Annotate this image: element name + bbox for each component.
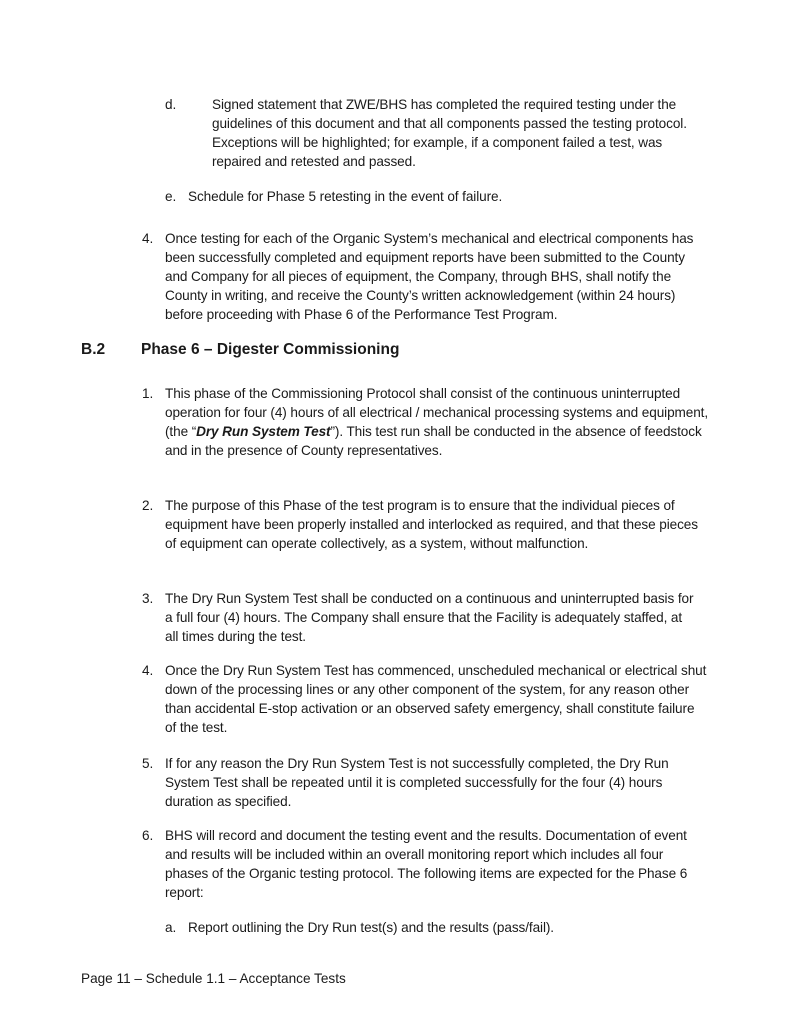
list-item-e-text: Schedule for Phase 5 retesting in the event of failure.: [188, 189, 503, 204]
list-item-4-phase5-text: Once testing for each of the Organic System’s mechanical and electrical components has been successfully completed and equipment reports have been submitted to the County and Company for all pieces of equipment, the Company, through BHS, shall notify the County in writing, and receive the County’s written acknowledgement (within 24 hours) before proceeding with Phase 6 of the Performance Test Program.: [165, 231, 694, 322]
list-marker-6: 6.: [142, 828, 154, 843]
list-item-2-text: The purpose of this Phase of the test program is to ensure that the individual pieces of equipment have been properly installed and interlocked as required, and that these pieces of equipment can operate collectively, as a system, without malfunction.: [165, 498, 698, 551]
list-marker-4-phase5: 4.: [142, 231, 154, 246]
page-footer: Page 11 – Schedule 1.1 – Acceptance Tests: [81, 971, 346, 986]
list-marker-e: e.: [165, 189, 177, 204]
section-title: Phase 6 – Digester Commissioning: [141, 341, 400, 358]
list-item-6-text: BHS will record and document the testing event and the results. Documentation of event and results will be included within an overall monitoring report which includes all four phases of the Organic testing protocol. The following items are expected for the Phase 6 report:: [165, 828, 688, 900]
list-marker-5: 5.: [142, 756, 154, 771]
list-item-1-text-after: ”). This test run shall be conducted in the absence of feedstock and in the presence of County representatives.: [165, 424, 702, 458]
list-marker-d: d.: [165, 97, 177, 112]
list-item-3-text: The Dry Run System Test shall be conducted on a continuous and uninterrupted basis for a full four (4) hours. The Company shall ensure that the Facility is adequately staffed, at all times during the test.: [165, 591, 694, 644]
list-item-a-text: Report outlining the Dry Run test(s) and the results (pass/fail).: [188, 920, 554, 935]
list-marker-3: 3.: [142, 591, 154, 606]
list-item-4-text: Once the Dry Run System Test has commenced, unscheduled mechanical or electrical shut down of the processing lines or any other component of the system, for any reason other than accidental E-stop activation or an observed safety emergency, shall constitute failure of the test.: [165, 663, 707, 735]
list-marker-2: 2.: [142, 498, 154, 513]
list-item-1-text: [165, 384, 709, 460]
dry-run-system-test-emphasis: Dry Run System Test: [196, 424, 331, 439]
list-marker-4: 4.: [142, 663, 154, 678]
section-number: B.2: [81, 341, 106, 358]
list-marker-1: 1.: [142, 386, 154, 401]
list-item-d-text: Signed statement that ZWE/BHS has completed the required testing under the guidelines of this document and that all components passed the testing protocol. Exceptions will be highlighted; for example, if a component failed a test, was repaired and retested and passed.: [212, 97, 687, 169]
list-item-1-text-before: This phase of the Commissioning Protocol shall consist of the continuous uninterrupted operation for four (4) hours of all electrical / mechanical processing systems and equipment, (the “: [165, 386, 709, 439]
list-item-5-text: If for any reason the Dry Run System Test is not successfully completed, the Dry Run System Test shall be repeated until it is completed successfully for the four (4) hours duration as specified.: [165, 756, 669, 809]
list-marker-a: a.: [165, 920, 177, 935]
